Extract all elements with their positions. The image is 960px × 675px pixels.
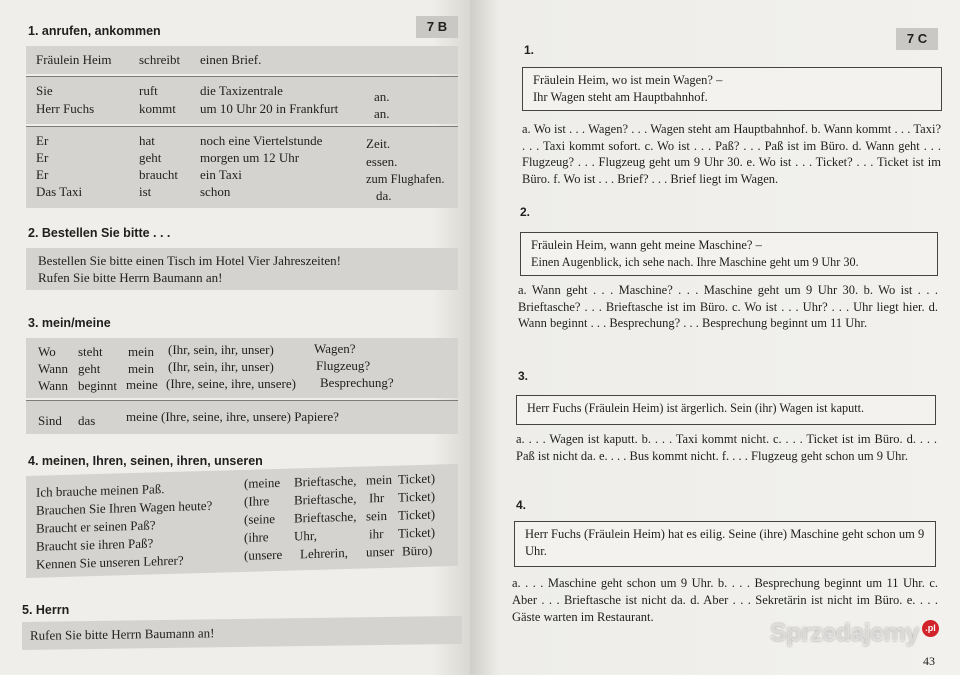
s3-r0-c0: Wo — [38, 344, 56, 359]
s4-r3-c3: ihr — [369, 526, 384, 542]
exercise-1-number: 1. — [524, 43, 535, 57]
s3-last-c2: meine (Ihre, seine, ihre, unsere) Papiere? — [126, 409, 339, 424]
s1-g2-r0-c2: noch eine Viertelstunde — [200, 133, 323, 148]
s4-r0-c3: mein — [366, 471, 392, 488]
ex2-box-line-0: Fräulein Heim, wann geht meine Maschine? – — [531, 238, 762, 252]
s4-r1-c3: Ihr — [369, 489, 385, 506]
s4-r3-c0: Braucht sie ihren Paß? — [36, 535, 154, 554]
exercise-1-text: a. Wo ist . . . Wagen? . . . Wagen steht am Hauptbahnhof. b. Wann kommt . . . Taxi? . . . Taxi kommt sofort. c. Wo ist . . . Paß? . . . Paß ist im Büro. d. Wann geht . . . Flugzeug? . . . Flugzeug geht um 9 Uhr 30. e. Wo ist . . . Ticket? . . . Ticket ist im Büro. f. Wo ist . . . Brief? . . . Brief liegt im Wagen. — [522, 122, 941, 186]
s1-r0-c2: einen Brief. — [200, 52, 262, 67]
s1-g1-r1-c2: um 10 Uhr 20 in Frankfurt — [200, 101, 339, 116]
s3-r0-c4: Wagen? — [314, 341, 356, 356]
exercise-3-text: a. . . . Wagen ist kaputt. b. . . . Taxi kommt nicht. c. . . . Ticket ist im Büro. d. . . . Paß ist nicht da. e. . . . Bus kommt nicht. f. . . . Flugzeug geht schon um 9 Uhr. — [516, 432, 937, 463]
s2-line-0: Bestellen Sie bitte einen Tisch im Hotel Vier Jahreszeiten! — [38, 253, 341, 268]
s5-box — [22, 616, 462, 650]
s1-row0-box — [26, 46, 458, 74]
ex1-box-line-1: Ihr Wagen steht am Hauptbahnhof. — [533, 90, 708, 104]
s1-g2-r0-c3: Zeit. — [366, 136, 391, 151]
exercise-4-text: a. . . . Maschine geht schon um 9 Uhr. b. . . . Besprechung beginnt um 11 Uhr. c. Aber . . . Brieftasche ist nicht da. d. Aber . . . Sekretärin ist nicht im Büro. e. . . . Gäste warten im Restaurant. — [512, 576, 938, 624]
s1-g2-r1-c0: Er — [36, 150, 49, 165]
s1-r0-c0: Fräulein Heim — [36, 52, 112, 67]
section-badge-7b: 7 B — [416, 16, 458, 38]
exercise-2-number: 2. — [520, 205, 531, 219]
s3-r2-c4: Besprechung? — [320, 375, 394, 390]
s3-r2-c3: (Ihre, seine, ihre, unsere) — [166, 376, 296, 391]
s4-r3-c2: Uhr, — [294, 527, 317, 544]
s4-r3-c1: (ihre — [244, 529, 269, 545]
s4-box — [26, 464, 458, 578]
s3-r0-c3: (Ihr, sein, ihr, unser) — [168, 342, 274, 357]
s4-r1-c2: Brieftasche, — [294, 490, 357, 508]
section-2-title: 2. Bestellen Sie bitte . . . — [28, 226, 171, 240]
s4-r1-c1: (Ihre — [244, 493, 270, 509]
s4-r0-c1: (meine — [244, 474, 281, 491]
s1-g2-r1-c1: geht — [139, 150, 162, 165]
s3-r0-c1: steht — [78, 344, 103, 359]
section-3-title: 3. mein/meine — [28, 316, 111, 330]
s4-r0-c2: Brieftasche, — [294, 472, 357, 490]
s4-r1-c0: Brauchen Sie Ihren Wagen heute? — [36, 497, 213, 518]
ex4-box-line-0: Herr Fuchs (Fräulein Heim) hat es eilig. Seine (ihre) Maschine geht schon um 9 Uhr. — [525, 527, 925, 558]
s1-g2-r3-c3: da. — [376, 188, 392, 203]
right-page-7c — [470, 0, 960, 675]
section-5-title: 5. Herrn — [22, 603, 70, 617]
s1-g1-r0-c1: ruft — [139, 83, 158, 98]
exercise-4-number: 4. — [516, 498, 527, 512]
exercise-4-box — [514, 521, 936, 567]
s3-r2-c1: beginnt — [78, 378, 117, 393]
s4-r2-c3: sein — [366, 507, 387, 524]
section-1-title: 1. anrufen, ankommen — [28, 24, 161, 38]
s1-g2-r2-c3: zum Flughafen. — [366, 172, 445, 186]
s3-last-c1: das — [78, 413, 96, 428]
s3-r2-c0: Wann — [38, 378, 68, 393]
exercise-2-text: a. Wann geht . . . Maschine? . . . Maschine geht um 9 Uhr 30. b. Wo ist . . . Brieftasche? . . . Brieftasche ist im Büro. c. Wo ist . . . Uhr? . . . Uhr liegt hier. d. Wann beginnt . . . Besprechung? . . . Besprechung beginnt um 11 Uhr. — [518, 283, 938, 330]
s4-r3-c4: Ticket) — [398, 524, 436, 541]
ex1-box-line-0: Fräulein Heim, wo ist mein Wagen? – — [533, 73, 723, 87]
s1-g2-r1-c3: essen. — [366, 154, 398, 169]
s4-r0-c0: Ich brauche meinen Paß. — [36, 481, 165, 500]
ex2-box-line-1: Einen Augenblick, ich sehe nach. Ihre Maschine geht um 9 Uhr 30. — [531, 255, 859, 269]
s3-r1-c2: mein — [128, 361, 154, 376]
s1-group1-box — [26, 76, 458, 124]
section-4-title: 4. meinen, Ihren, seinen, ihren, unseren — [28, 454, 263, 468]
s4-r4-c0: Kennen Sie unseren Lehrer? — [36, 552, 184, 572]
s1-g2-r3-c0: Das Taxi — [36, 184, 83, 199]
s4-r2-c2: Brieftasche, — [294, 508, 357, 526]
s4-r2-c4: Ticket) — [398, 506, 436, 523]
s3-r1-c1: geht — [78, 361, 101, 376]
s2-line-1: Rufen Sie bitte Herrn Baumann an! — [38, 270, 223, 285]
s3-box — [26, 338, 458, 398]
s3-r1-c3: (Ihr, sein, ihr, unser) — [168, 359, 274, 374]
exercise-1-box — [522, 67, 942, 111]
s4-r4-c4: Büro) — [402, 542, 433, 559]
page-number: 43 — [923, 654, 935, 668]
s4-r4-c1: (unsere — [244, 546, 283, 563]
s4-r0-c4: Ticket) — [398, 470, 436, 487]
s5-line: Rufen Sie bitte Herrn Baumann an! — [30, 625, 215, 643]
s1-g1-r1-c1: kommt — [139, 101, 176, 116]
s1-g2-r1-c2: morgen um 12 Uhr — [200, 150, 300, 165]
s1-g2-r2-c0: Er — [36, 167, 49, 182]
watermark-text: Sprzedajemy — [770, 619, 919, 647]
s2-box — [26, 248, 458, 290]
s3-last-box — [26, 400, 458, 434]
s1-g2-r3-c1: ist — [139, 184, 152, 199]
s3-r1-c0: Wann — [38, 361, 68, 376]
s1-g2-r0-c0: Er — [36, 133, 49, 148]
exercise-3-number: 3. — [518, 369, 529, 383]
s1-g1-r0-c0: Sie — [36, 83, 53, 98]
s4-r1-c4: Ticket) — [398, 488, 436, 505]
s3-r0-c2: mein — [128, 344, 154, 359]
s1-g2-r2-c2: ein Taxi — [200, 167, 242, 182]
s1-g1-r0-c2: die Taxizentrale — [200, 83, 283, 98]
s4-r4-c2: Lehrerin, — [300, 545, 349, 562]
left-page-7b — [0, 0, 470, 675]
exercise-2-box — [520, 232, 938, 276]
s3-r2-c2: meine — [126, 377, 158, 392]
s4-r4-c3: unser — [366, 543, 395, 560]
s1-group2-box — [26, 126, 458, 208]
s1-g1-r1-c3: an. — [374, 106, 390, 121]
s1-g1-r1-c0: Herr Fuchs — [36, 101, 95, 116]
s4-r2-c1: (seine — [244, 511, 276, 527]
watermark-logo-icon: .pl — [922, 620, 939, 637]
s3-r1-c4: Flugzeug? — [316, 358, 371, 373]
s4-r2-c0: Braucht er seinen Paß? — [36, 517, 156, 536]
s1-g2-r0-c1: hat — [139, 133, 155, 148]
s3-last-c0: Sind — [38, 413, 62, 428]
s1-g2-r3-c2: schon — [200, 184, 231, 199]
s1-g1-r0-c3: an. — [374, 89, 390, 104]
s1-g2-r2-c1: braucht — [139, 167, 178, 182]
s1-r0-c1: schreibt — [139, 52, 181, 67]
section-badge-7c: 7 C — [896, 28, 938, 50]
exercise-3-box — [516, 395, 936, 425]
ex3-box-line-0: Herr Fuchs (Fräulein Heim) ist ärgerlich. Sein (ihr) Wagen ist kaputt. — [527, 401, 865, 415]
